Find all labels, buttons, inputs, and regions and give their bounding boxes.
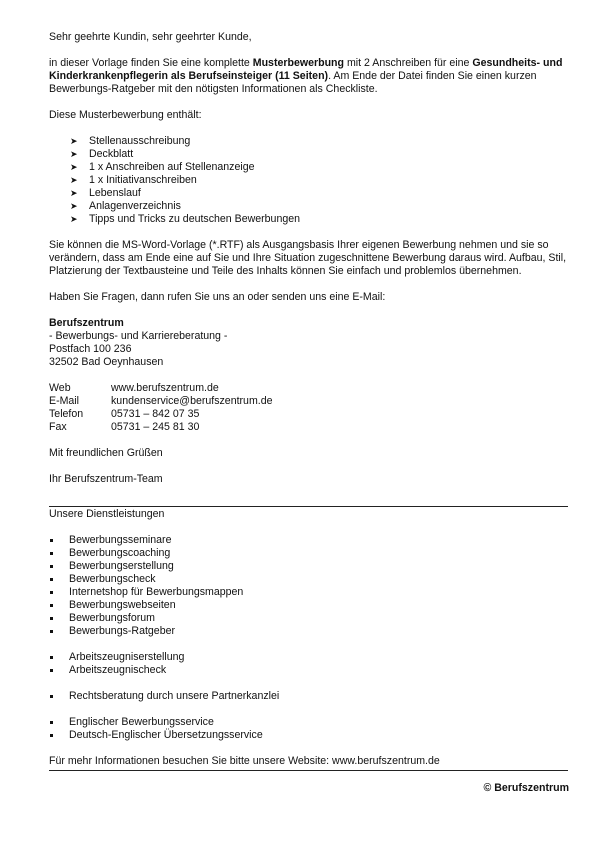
services-list-1 <box>49 534 569 638</box>
list-item: ➤ 1 x Anschreiben auf Stellenanzeige <box>70 161 255 173</box>
company-subtitle: - Bewerbungs- und Karriereberatung - <box>49 330 228 342</box>
divider <box>49 506 568 507</box>
arrow-bullet-icon: ➤ <box>70 188 78 198</box>
list-item: ➤ Deckblatt <box>70 148 134 160</box>
list-item: Bewerbungserstellung <box>49 560 569 573</box>
square-bullet-icon <box>50 721 53 724</box>
contact-table <box>49 382 569 434</box>
contact-label: Telefon <box>49 408 84 420</box>
list-item: Arbeitszeugnischeck <box>49 664 569 677</box>
square-bullet-icon <box>50 695 53 698</box>
list-item: Bewerbungscoaching <box>49 547 569 560</box>
list-item: ➤ Tipps und Tricks zu deutschen Bewerbungen <box>70 213 301 225</box>
signature: Ihr Berufszentrum-Team <box>49 473 163 485</box>
intro-paragraph <box>49 57 569 96</box>
square-bullet-icon <box>50 552 53 555</box>
contact-row-fax <box>49 421 569 434</box>
square-bullet-icon <box>50 617 53 620</box>
contact-label: Web <box>49 382 71 394</box>
list-item: ➤ Lebenslauf <box>70 187 141 199</box>
list-item: Internetshop für Bewerbungsmappen <box>49 586 569 599</box>
intro-bold-job-title: Gesundheits- und Kinderkrankenpflegerin als Berufseinsteiger (11 Seiten) <box>49 57 563 82</box>
square-bullet-icon <box>50 565 53 568</box>
list-item: Bewerbungsforum <box>49 612 569 625</box>
arrow-bullet-icon: ➤ <box>70 149 78 159</box>
list-item: Bewerbungsseminare <box>49 534 569 547</box>
postbox: Postfach 100 236 <box>49 343 132 355</box>
list-item: ➤ Stellenausschreibung <box>70 135 191 147</box>
list-item: ➤ 1 x Initiativanschreiben <box>70 174 197 186</box>
square-bullet-icon <box>50 734 53 737</box>
questions-paragraph: Haben Sie Fragen, dann rufen Sie uns an oder senden uns eine E-Mail: <box>49 291 386 303</box>
document-page <box>49 31 569 795</box>
contents-checklist <box>49 135 569 226</box>
arrow-bullet-icon: ➤ <box>70 201 78 211</box>
salutation: Sehr geehrte Kundin, sehr geehrter Kunde, <box>49 31 252 43</box>
arrow-bullet-icon: ➤ <box>70 136 78 146</box>
arrow-bullet-icon: ➤ <box>70 175 78 185</box>
phone-value: 05731 – 842 07 35 <box>111 408 200 420</box>
closing: Mit freundlichen Grüßen <box>49 447 163 459</box>
contact-label: Fax <box>49 421 67 433</box>
square-bullet-icon <box>50 630 53 633</box>
usage-paragraph: Sie können die MS-Word-Vorlage (*.RTF) als Ausgangsbasis Ihrer eigenen Bewerbung nehmen und sie so verändern, dass am Ende eine auf Sie und Ihre Situation zugeschnittene Bewerbung daraus wird. Aufbau, Stil, Platzierung der Textbausteine und Teile des Inhalts können Sie einfach und problemlos übernehmen. <box>49 239 567 277</box>
square-bullet-icon <box>50 669 53 672</box>
arrow-bullet-icon: ➤ <box>70 162 78 172</box>
fax-value: 05731 – 245 81 30 <box>111 421 200 433</box>
contact-row-web <box>49 382 569 395</box>
square-bullet-icon <box>50 656 53 659</box>
intro-text-3: . Am Ende der Datei finden Sie einen kurzen Bewerbungs-Ratgeber mit den nötigsten Informationen als Checkliste. <box>49 70 537 95</box>
list-item: Deutsch-Englischer Übersetzungsservice <box>49 729 569 742</box>
list-item: ➤ Anlagenverzeichnis <box>70 200 181 212</box>
square-bullet-icon <box>50 604 53 607</box>
services-list-3 <box>49 690 569 703</box>
web-link[interactable]: www.berufszentrum.de <box>111 382 219 394</box>
copyright: © Berufszentrum <box>483 782 569 794</box>
list-item: Bewerbungs-Ratgeber <box>49 625 569 638</box>
list-item: Bewerbungswebseiten <box>49 599 569 612</box>
email-link[interactable]: kundenservice@berufszentrum.de <box>111 395 273 407</box>
intro-bold-musterbewerbung: Musterbewerbung <box>252 57 344 69</box>
services-list-4 <box>49 716 569 742</box>
square-bullet-icon <box>50 591 53 594</box>
list-item: Arbeitszeugniserstellung <box>49 651 569 664</box>
contains-heading: Diese Musterbewerbung enthält: <box>49 109 202 121</box>
square-bullet-icon <box>50 578 53 581</box>
list-item: Englischer Bewerbungsservice <box>49 716 569 729</box>
services-list-2 <box>49 651 569 677</box>
contact-row-email <box>49 395 569 408</box>
list-item: Rechtsberatung durch unsere Partnerkanzlei <box>49 690 569 703</box>
more-info: Für mehr Informationen besuchen Sie bitte unsere Website: www.berufszentrum.de <box>49 755 440 767</box>
services-heading: Unsere Dienstleistungen <box>49 508 165 520</box>
square-bullet-icon <box>50 539 53 542</box>
contact-label: E-Mail <box>49 395 80 407</box>
city: 32502 Bad Oeynhausen <box>49 356 164 368</box>
intro-text-2: mit 2 Anschreiben für eine <box>344 57 473 69</box>
arrow-bullet-icon: ➤ <box>70 214 78 224</box>
list-item: Bewerbungscheck <box>49 573 569 586</box>
intro-text-1: in dieser Vorlage finden Sie eine komplette <box>49 57 253 69</box>
contact-row-phone <box>49 408 569 421</box>
address-block <box>49 317 569 369</box>
company-name: Berufszentrum <box>49 317 124 329</box>
